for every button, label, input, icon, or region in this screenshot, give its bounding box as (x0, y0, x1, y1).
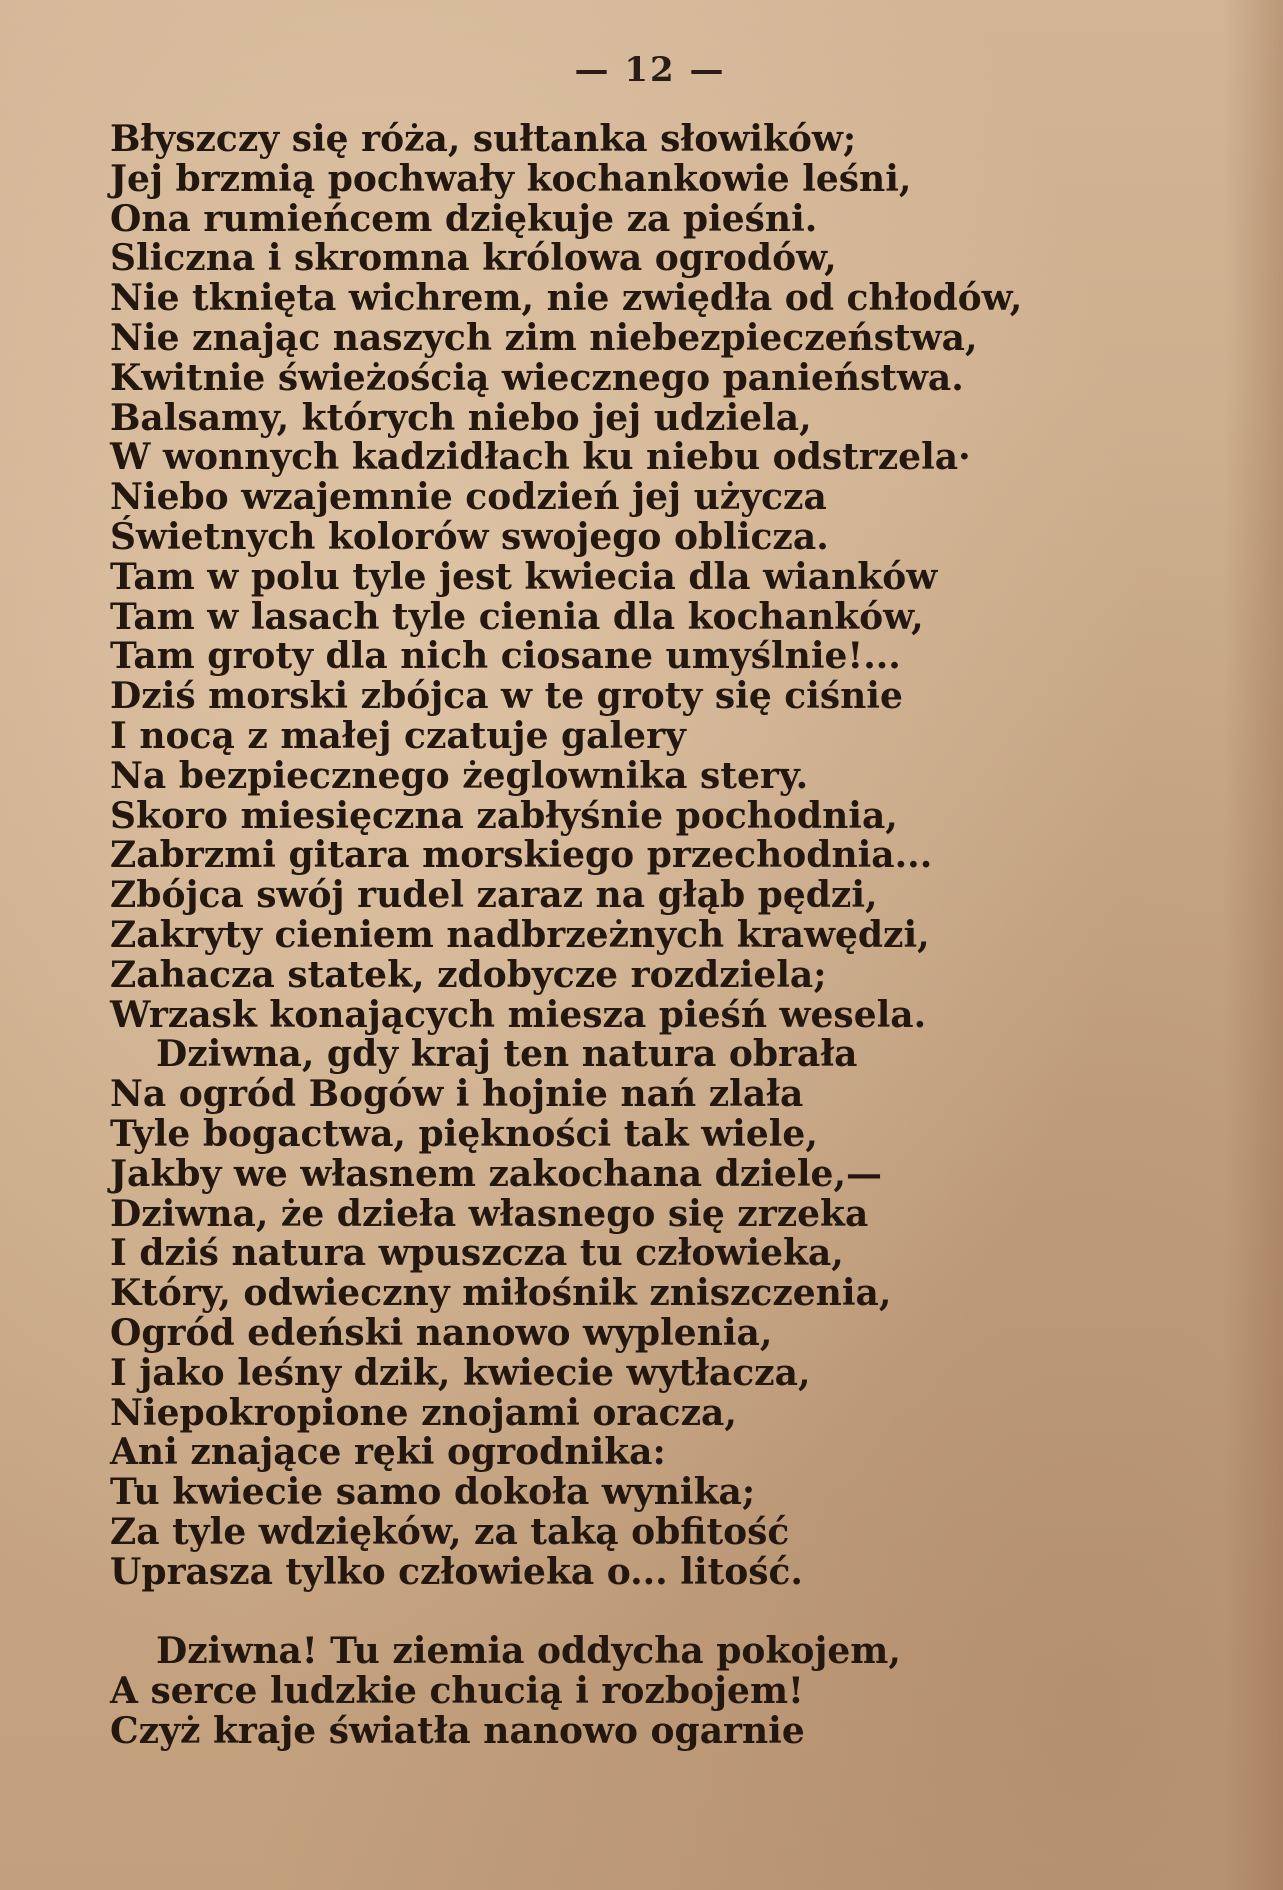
poem-line-indented: Dziwna! Tu ziemia oddycha pokojem, (156, 1630, 901, 1673)
poem-line: Uprasza tylko człowieka o... litość. (110, 1550, 803, 1593)
poem-text (110, 120, 1190, 1752)
poem-line: Balsamy, których niebo jej udziela, (110, 396, 812, 439)
poem-line: Zahacza statek, zdobycze rozdziela; (110, 953, 827, 996)
poem-line-indented: Dziwna, gdy kraj ten natura obrała (156, 1033, 858, 1076)
poem-line: Kwitnie świeżością wiecznego panieństwa. (110, 356, 964, 399)
poem-line: Na ogród Bogów i hojnie nań zlała (110, 1073, 804, 1116)
poem-line: Tam w lasach tyle cienia dla kochanków, (110, 595, 924, 638)
page-number: — 12 — (574, 50, 726, 90)
poem-line: Który, odwieczny miłośnik zniszczenia, (110, 1272, 892, 1315)
poem-line: Na bezpiecznego żeglownika stery. (110, 754, 809, 797)
poem-line: I nocą z małej czatuje galery (110, 714, 686, 757)
poem-line: Ona rumieńcem dziękuje za pieśni. (110, 197, 818, 240)
poem-line: Skoro miesięczna zabłyśnie pochodnia, (110, 794, 898, 837)
poem-line: Ogród edeński nanowo wyplenia, (110, 1311, 773, 1354)
stanza-gap (110, 1592, 1190, 1632)
poem-line: Tam groty dla nich ciosane umyślnie!... (110, 635, 901, 678)
poem-line: Ani znające ręki ogrodnika: (110, 1431, 666, 1474)
poem-line: Dziwna, że dzieła własnego się zrzeka (110, 1192, 869, 1235)
poem-line: Nie znając naszych zim niebezpieczeństwa, (110, 316, 978, 359)
poem-line: W wonnych kadzidłach ku niebu odstrzela· (110, 436, 971, 479)
poem-line: Zbójca swój rudel zaraz na głąb pędzi, (110, 874, 878, 917)
page-edge-shadow (1223, 0, 1283, 1890)
poem-line: Niebo wzajemnie codzień jej użycza (110, 476, 827, 519)
poem-line: A serce ludzkie chucią i rozbojem! (110, 1670, 804, 1713)
poem-line: Czyż kraje światła nanowo ogarnie (110, 1710, 805, 1753)
poem-line: Świetnych kolorów swojego oblicza. (110, 515, 829, 558)
poem-line: Jej brzmią pochwały kochankowie leśni, (110, 157, 912, 200)
poem-line: Błyszczy się róża, sułtanka słowików; (110, 118, 857, 160)
poem-line: Tu kwiecie samo dokoła wynika; (110, 1471, 756, 1514)
poem-line: Dziś morski zbójca w te groty się ciśnie (110, 675, 903, 718)
poem-line: I jako leśny dzik, kwiecie wytłacza, (110, 1351, 811, 1394)
poem-line: Jakby we własnem zakochana dziele,— (110, 1152, 882, 1195)
poem-line: Zabrzmi gitara morskiego przechodnia... (110, 834, 933, 877)
poem-line: Niepokropione znojami oracza, (110, 1391, 737, 1434)
poem-line: Tam w polu tyle jest kwiecia dla wianków (110, 555, 938, 598)
poem-line: Zakryty cieniem nadbrzeżnych krawędzi, (110, 913, 930, 956)
poem-line: Tyle bogactwa, piękności tak wiele, (110, 1112, 818, 1155)
poem-line: Sliczna i skromna królowa ogrodów, (110, 237, 837, 280)
poem-line: Za tyle wdzięków, za taką obfitość (110, 1510, 790, 1553)
poem-line: Wrzask konających miesza pieśń wesela. (110, 993, 927, 1036)
poem-line: Nie tknięta wichrem, nie zwiędła od chłodów, (110, 277, 1023, 320)
poem-line: I dziś natura wpuszcza tu człowieka, (110, 1232, 844, 1275)
